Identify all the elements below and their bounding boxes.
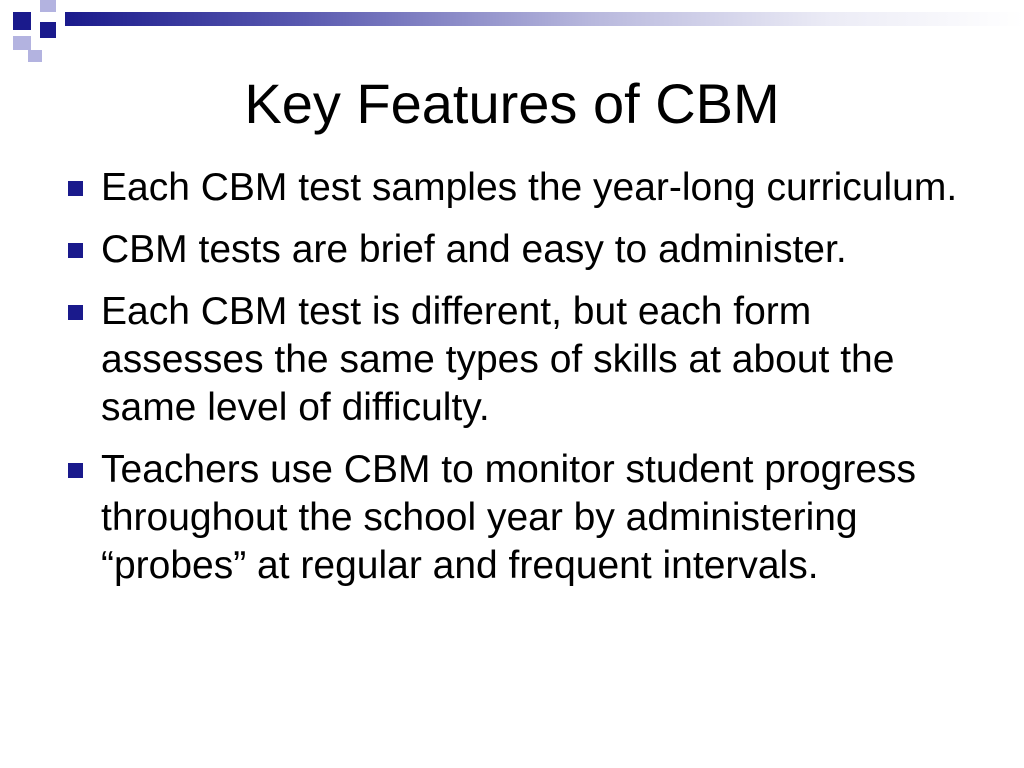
square-bullet-icon [68, 305, 83, 320]
decor-square [28, 50, 42, 62]
decor-square [40, 0, 56, 12]
bullet-text: Teachers use CBM to monitor student progress throughout the school year by administering “probes” at regular and frequent intervals. [101, 448, 917, 587]
bullet-text: Each CBM test samples the year-long curriculum. [101, 166, 958, 209]
bullet-item [62, 446, 982, 590]
header-gradient-bar [65, 12, 1024, 26]
bullet-list [62, 164, 982, 604]
bullet-text: CBM tests are brief and easy to administer. [101, 228, 847, 271]
bullet-item [62, 226, 982, 274]
decor-square [13, 36, 31, 50]
slide-title: Key Features of CBM [244, 72, 780, 135]
square-bullet-icon [68, 463, 83, 478]
bullet-item [62, 164, 982, 212]
decor-square [40, 22, 56, 38]
bullet-item [62, 288, 982, 432]
square-bullet-icon [68, 181, 83, 196]
bullet-text: Each CBM test is different, but each form assesses the same types of skills at about the same level of difficulty. [101, 290, 895, 429]
square-bullet-icon [68, 243, 83, 258]
decor-square [13, 12, 31, 30]
